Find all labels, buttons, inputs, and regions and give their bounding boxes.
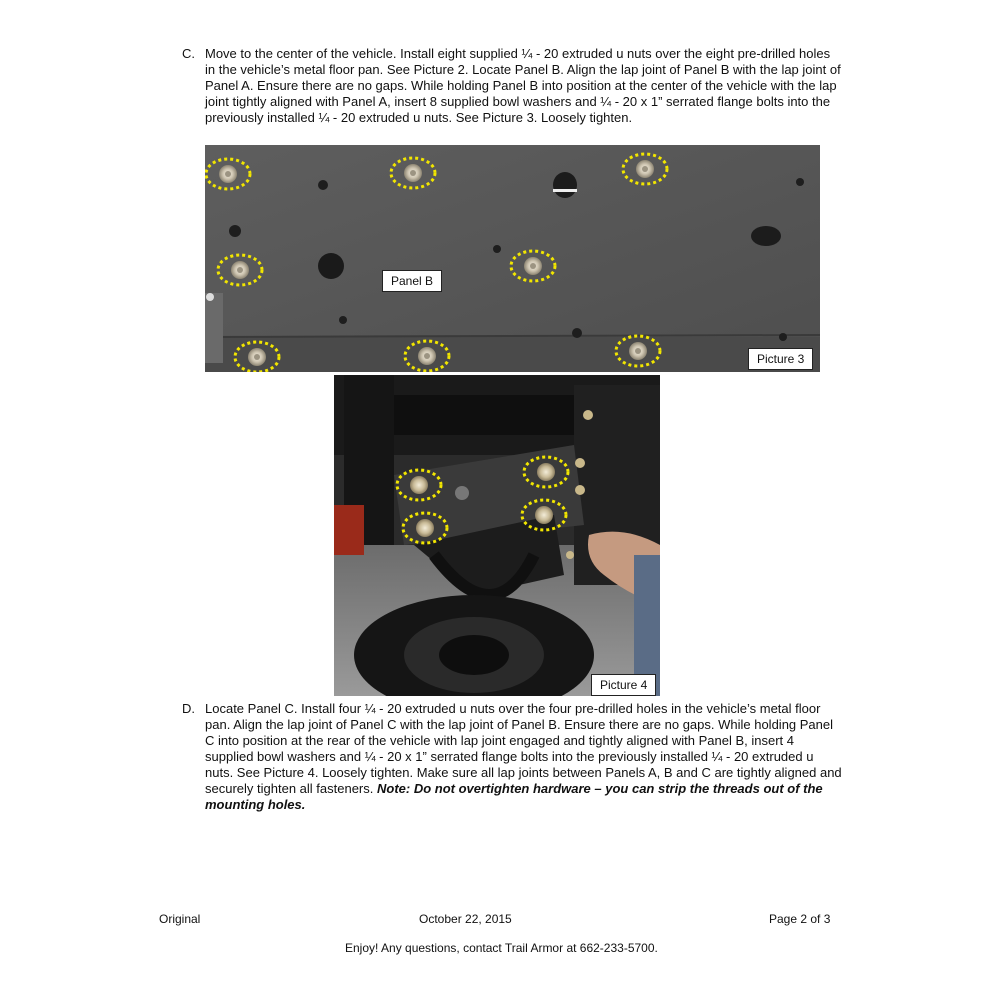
picture-4-photo [334, 375, 660, 696]
step-c-letter: C. [182, 46, 195, 61]
step-d-paragraph [205, 701, 842, 813]
step-d-note: Note: Do not overtighten hardware – you can strip the threads out of the mounting holes. [205, 781, 823, 812]
footer-contact: Enjoy! Any questions, contact Trail Armor at 662-233-5700. [345, 941, 658, 955]
step-d-letter: D. [182, 701, 195, 716]
step-c-text: Move to the center of the vehicle. Install eight supplied ¼ - 20 extruded u nuts over the eight pre-drilled holes in the vehicle’s metal floor pan. See Picture 2. Locate Panel B. Align the lap joint of Panel B with the lap joint of Panel A. Ensure there are no gaps. While holding Panel B into position at the center of the vehicle with the lap joint tightly aligned with Panel A, insert 8 supplied bowl washers and ¼ - 20 x 1” serrated flange bolts into the previously installed ¼ - 20 extruded u nuts. See Picture 3. Loosely tighten. [205, 46, 841, 125]
footer-page-number: Page 2 of 3 [769, 912, 831, 926]
footer-version: Original [159, 912, 201, 926]
panel-b-label: Panel B [382, 270, 442, 292]
step-d-text: Locate Panel C. Install four ¼ - 20 extruded u nuts over the four pre-drilled holes in the vehicle’s metal floor pan. Align the lap joint of Panel C with the lap joint of Panel B. Ensure there are no gaps. While holding Panel C into position at the rear of the vehicle with lap joint engaged and tightly aligned with Panel B, insert 4 supplied bowl washers and ¼ - 20 x 1” serrated flange bolts into the previously installed ¼ - 20 extruded u nuts. See Picture 4. Loosely tighten. Make sure all lap joints between Panels A, B and C are tightly aligned and securely tighten all fasteners. [205, 701, 842, 796]
step-d [182, 701, 842, 813]
step-c [182, 46, 842, 126]
footer-date: October 22, 2015 [419, 912, 512, 926]
picture-3-photo [205, 145, 820, 372]
picture-3-caption: Picture 3 [748, 348, 813, 370]
picture-4-caption: Picture 4 [591, 674, 656, 696]
